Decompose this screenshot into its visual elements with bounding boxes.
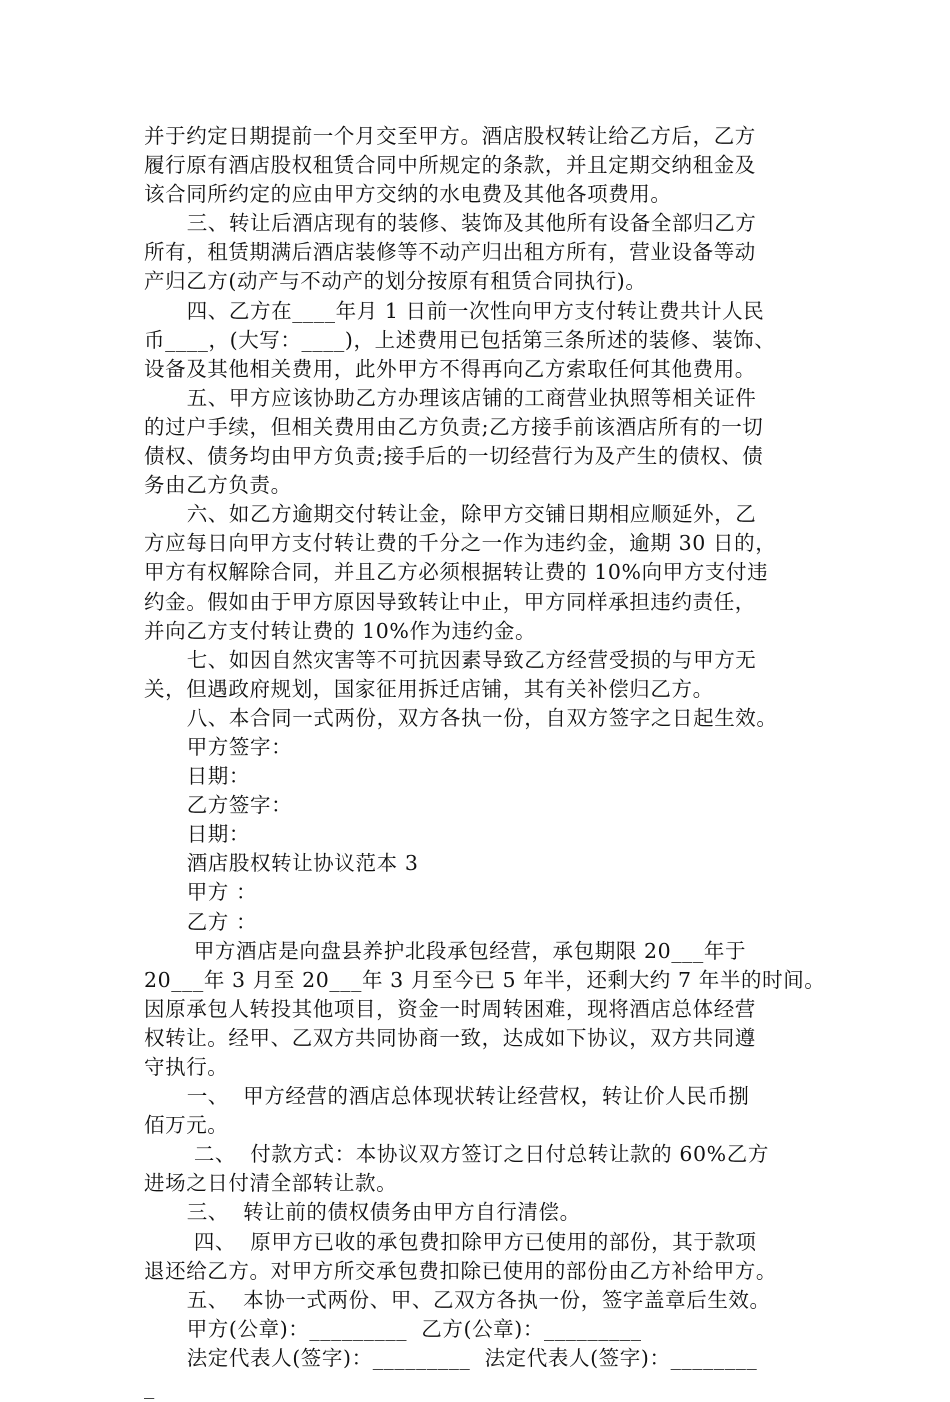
text-line: 的过户手续，但相关费用由乙方负责;乙方接手前该酒店所有的一切 (144, 414, 764, 439)
article-3: 三、 转让前的债权债务由甲方自行清偿。 (144, 1200, 581, 1225)
text-line: 并向乙方支付转让费的 10%作为违约金。 (144, 618, 537, 643)
text-line: 履行原有酒店股权租赁合同中所规定的条款，并且定期交纳租金及 (144, 153, 756, 178)
text-line: 所有，租赁期满后酒店装修等不动产归出租方所有，营业设备等动 (144, 240, 756, 265)
text-line: 币____，(大写：____)，上述费用已包括第三条所述的装修、装饰、 (144, 327, 776, 352)
clause-7: 七、如因自然灾害等不可抗因素导致乙方经营受损的与甲方无 (144, 647, 757, 672)
preamble: 甲方酒店是向盘县养护北段承包经营，承包期限 20___年于 (144, 938, 747, 963)
seal-line: 甲方(公章)：_________ 乙方(公章)：_________ (144, 1316, 642, 1341)
text-line: 佰万元。 (144, 1113, 229, 1138)
article-5: 五、 本协一式两份、甲、乙双方各执一份，签字盖章后生效。 (144, 1287, 771, 1312)
text-line: 约金。假如由于甲方原因导致转让中止，甲方同样承担违约责任， (144, 589, 756, 614)
party-b-signature-label: 乙方签字： (144, 793, 293, 818)
text-line: 该合同所约定的应由甲方交纳的水电费及其他各项费用。 (144, 182, 672, 207)
clause-5: 五、甲方应该协助乙方办理该店铺的工商营业执照等相关证件 (144, 385, 757, 410)
trailing-underscore: _ (144, 1375, 155, 1400)
text-line: 因原承包人转投其他项目，资金一时周转困难，现将酒店总体经营 (144, 996, 756, 1021)
article-2: 二、 付款方式：本协议双方签订之日付总转让款的 60%乙方 (144, 1142, 769, 1167)
text-line: 退还给乙方。对甲方所交承包费扣除已使用的部份由乙方补给甲方。 (144, 1258, 777, 1283)
party-a-signature-label: 甲方签字： (144, 734, 293, 759)
text-line: 债权、债务均由甲方负责;接手后的一切经营行为及产生的债权、债 (144, 444, 764, 469)
text-line: 20___年 3 月至 20___年 3 月至今已 5 年半，还剩大约 7 年半的时间。 (144, 967, 826, 992)
article-1: 一、 甲方经营的酒店总体现状转让经营权，转让价人民币捌 (144, 1084, 750, 1109)
text-line: 产归乙方(动产与不动产的划分按原有租赁合同执行)。 (144, 269, 647, 294)
article-4: 四、 原甲方已收的承包费扣除甲方已使用的部份，其于款项 (144, 1229, 757, 1254)
text-line: 并于约定日期提前一个月交至甲方。酒店股权转让给乙方后，乙方 (144, 124, 756, 148)
document-body (144, 122, 824, 1402)
clause-6: 六、如乙方逾期交付转让金，除甲方交铺日期相应顺延外，乙 (144, 502, 757, 527)
date-label: 日期： (144, 764, 250, 789)
text-line: 权转让。经甲、乙双方共同协商一致，达成如下协议，双方共同遵 (144, 1025, 756, 1050)
representative-signature-line: 法定代表人(签字)：_________ 法定代表人(签字)：________ (144, 1345, 758, 1370)
party-b-label: 乙方 ： (144, 909, 258, 934)
text-line: 设备及其他相关费用，此外甲方不得再向乙方索取任何其他费用。 (144, 356, 756, 381)
clause-8: 八、本合同一式两份，双方各执一份，自双方签字之日起生效。 (144, 705, 778, 730)
section-title: 酒店股权转让协议范本 3 (144, 851, 419, 876)
date-label: 日期： (144, 822, 250, 847)
text-line: 关，但遇政府规划，国家征用拆迁店铺，其有关补偿归乙方。 (144, 676, 714, 701)
text-line: 守执行。 (144, 1055, 229, 1079)
clause-3: 三、转让后酒店现有的装修、装饰及其他所有设备全部归乙方 (144, 211, 757, 236)
text-line: 进场之日付清全部转让款。 (144, 1171, 398, 1196)
text-line: 甲方有权解除合同，并且乙方必须根据转让费的 10%向甲方支付违 (144, 560, 769, 585)
text-line: 方应每日向甲方支付转让费的千分之一作为违约金，逾期 30 日的， (144, 531, 777, 556)
clause-4: 四、乙方在____年月 1 日前一次性向甲方支付转让费共计人民 (144, 298, 765, 323)
party-a-label: 甲方 ： (144, 880, 258, 905)
text-line: 务由乙方负责。 (144, 473, 292, 498)
